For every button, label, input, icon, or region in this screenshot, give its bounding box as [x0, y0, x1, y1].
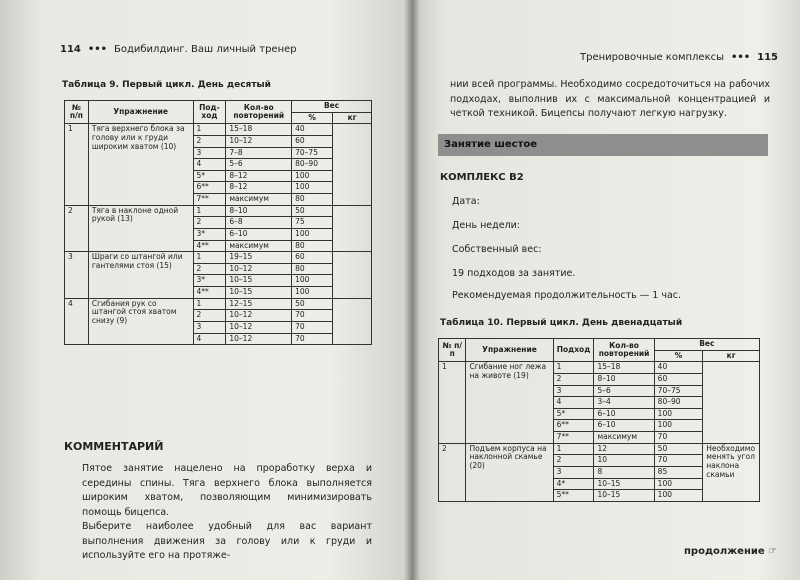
cell-set: 4** [193, 240, 226, 252]
header-exercise: Упражнение [88, 101, 193, 124]
header-kg: кг [703, 350, 760, 362]
cell-percent: 100 [292, 228, 333, 240]
cell-set: 2 [193, 310, 226, 322]
cell-exercise: Тяга в наклоне одной рукой (13) [88, 205, 193, 252]
cell-set: 3 [193, 321, 226, 333]
cell-reps: 10–15 [594, 490, 654, 502]
cell-set: 4 [193, 159, 226, 171]
header-reps: Кол-во повторений [226, 101, 292, 124]
cell-kg [333, 252, 372, 299]
complex-title: КОМПЛЕКС В2 [440, 172, 524, 183]
cell-reps: максимум [226, 194, 292, 206]
comment-title: КОММЕНТАРИЙ [64, 440, 164, 453]
cell-set: 5** [553, 490, 594, 502]
cell-set: 3* [193, 275, 226, 287]
table-row [439, 362, 760, 374]
cell-set: 1 [193, 252, 226, 264]
cell-set: 1 [193, 124, 226, 136]
cell-set: 7** [193, 194, 226, 206]
cell-set: 6** [193, 182, 226, 194]
cell-percent: 70–75 [292, 147, 333, 159]
page-number: 114 [60, 44, 81, 55]
cell-exercise: Подъем корпуса на наклонной скамье (20) [466, 443, 553, 501]
cell-num: 2 [439, 443, 466, 501]
cell-percent: 60 [292, 135, 333, 147]
cell-percent: 85 [654, 466, 703, 478]
cell-set: 1 [193, 298, 226, 310]
cell-percent: 70 [292, 310, 333, 322]
left-running-head [60, 44, 297, 55]
cell-reps: 10–12 [226, 263, 292, 275]
cell-reps: 10 [594, 455, 654, 467]
cell-set: 1 [553, 443, 594, 455]
cell-set: 7** [553, 432, 594, 444]
cell-reps: 10–12 [226, 333, 292, 345]
cell-reps: 15–18 [226, 124, 292, 136]
cell-set: 3 [553, 466, 594, 478]
header-percent: % [292, 112, 333, 124]
field-duration: Рекомендуемая продолжительность — 1 час. [452, 290, 682, 301]
cell-percent: 50 [292, 205, 333, 217]
cell-percent: 100 [654, 478, 703, 490]
cell-kg: Необходимо менять угол наклона скамьи [703, 443, 760, 501]
cell-reps: 6–10 [594, 408, 654, 420]
cell-percent: 80–90 [292, 159, 333, 171]
cell-set: 4* [553, 478, 594, 490]
field-sets: 19 подходов за занятие. [452, 268, 576, 279]
cell-reps: 10–12 [226, 135, 292, 147]
header-exercise: Упражнение [466, 339, 553, 362]
field-date: Дата: [452, 196, 480, 207]
cell-reps: 7–8 [226, 147, 292, 159]
header-reps: Кол-во повторений [594, 339, 654, 362]
cell-kg [333, 205, 372, 252]
continuation-note: продолжение ☞ [684, 546, 778, 557]
cell-percent: 100 [292, 170, 333, 182]
cell-reps: 3–4 [594, 397, 654, 409]
cell-percent: 100 [292, 287, 333, 299]
cell-percent: 80 [292, 263, 333, 275]
cell-percent: 100 [292, 275, 333, 287]
header-kg: кг [333, 112, 372, 124]
header-weight: Вес [654, 339, 759, 351]
running-title: Бодибилдинг. Ваш личный тренер [114, 44, 297, 55]
cell-percent: 100 [654, 408, 703, 420]
cell-exercise: Сгибания рук со штангой стоя хватом снизу (9) [88, 298, 193, 345]
cell-set: 3 [553, 385, 594, 397]
running-title: Тренировочные комплексы [580, 52, 725, 63]
table-10 [438, 338, 760, 502]
header-percent: % [654, 350, 703, 362]
comment-paragraph-1: Пятое занятие нацелено на проработку верха и середины спины. Тяга верхнего блока выполняется широким хватом, позволяющим минимизировать помощь бицепса. [82, 463, 372, 519]
header-weight: Вес [292, 101, 372, 113]
cell-percent: 60 [654, 373, 703, 385]
cell-percent: 40 [292, 124, 333, 136]
cell-reps: 6–10 [226, 228, 292, 240]
cell-reps: 8–10 [226, 205, 292, 217]
lesson-band: Занятие шестое [438, 134, 768, 156]
table-row [65, 298, 372, 310]
cell-reps: максимум [594, 432, 654, 444]
cell-set: 2 [553, 373, 594, 385]
table-9 [64, 100, 372, 345]
cell-percent: 80 [292, 194, 333, 206]
cell-set: 2 [553, 455, 594, 467]
cell-reps: 10–15 [226, 275, 292, 287]
cell-percent: 100 [654, 490, 703, 502]
cell-set: 1 [553, 362, 594, 374]
cell-reps: 8–12 [226, 182, 292, 194]
table-row [65, 124, 372, 136]
table-row [439, 443, 760, 455]
cell-set: 3* [193, 228, 226, 240]
cell-reps: 10–12 [226, 321, 292, 333]
cell-exercise: Шраги со штангой или гантелями стоя (15) [88, 252, 193, 299]
cell-reps: максимум [226, 240, 292, 252]
right-page [412, 0, 800, 580]
cell-set: 6** [553, 420, 594, 432]
cell-percent: 50 [292, 298, 333, 310]
cell-exercise: Тяга верхнего блока за голову или к груди широким хватом (10) [88, 124, 193, 205]
right-running-head [580, 52, 778, 63]
cell-set: 4** [193, 287, 226, 299]
field-weekday: День недели: [452, 220, 521, 231]
cell-num: 4 [65, 298, 89, 345]
cell-percent: 70 [654, 432, 703, 444]
cell-num: 1 [65, 124, 89, 205]
cell-kg [333, 298, 372, 345]
cell-set: 1 [193, 205, 226, 217]
cell-reps: 6–10 [594, 420, 654, 432]
cell-reps: 8 [594, 466, 654, 478]
cell-set: 4 [193, 333, 226, 345]
cell-percent: 50 [654, 443, 703, 455]
table-row [65, 252, 372, 264]
cell-percent: 70 [292, 321, 333, 333]
dots: ••• [730, 52, 751, 63]
cell-reps: 12 [594, 443, 654, 455]
dots: ••• [87, 44, 108, 55]
cell-reps: 6–8 [226, 217, 292, 229]
header-num: № п/п [439, 339, 466, 362]
cell-percent: 80–90 [654, 397, 703, 409]
table-row [65, 205, 372, 217]
cell-percent: 70–75 [654, 385, 703, 397]
cell-kg [703, 362, 760, 443]
cell-set: 2 [193, 217, 226, 229]
cell-percent: 100 [654, 420, 703, 432]
book-gutter [404, 0, 420, 580]
cell-percent: 100 [292, 182, 333, 194]
cell-reps: 10–15 [226, 287, 292, 299]
cell-set: 4 [553, 397, 594, 409]
page-number: 115 [757, 52, 779, 63]
cell-num: 2 [65, 205, 89, 252]
cell-set: 5* [193, 170, 226, 182]
cell-num: 1 [439, 362, 466, 443]
cell-percent: 70 [292, 333, 333, 345]
cell-set: 3 [193, 147, 226, 159]
field-body-weight: Собственный вес: [452, 244, 542, 255]
cell-set: 5* [553, 408, 594, 420]
cell-percent: 70 [654, 455, 703, 467]
cell-reps: 10–15 [594, 478, 654, 490]
cell-kg [333, 124, 372, 205]
header-set: Подход [553, 339, 594, 362]
cell-reps: 12–15 [226, 298, 292, 310]
header-set: Под-ход [193, 101, 226, 124]
cell-num: 3 [65, 252, 89, 299]
comment-paragraph-2: Выберите наиболее удобный для вас вариант выполнения движения за голову или к груди и используйте его на протяже- [82, 521, 372, 562]
table-caption: Таблица 10. Первый цикл. День двенадцатый [440, 318, 683, 328]
header-num: № п/п [65, 101, 89, 124]
cell-reps: 15–18 [594, 362, 654, 374]
cell-reps: 5–6 [226, 159, 292, 171]
top-paragraph: нии всей программы. Необходимо сосредоточиться на рабочих подходах, выполнив их с максимальной концентрацией и четкой техникой. Бицепсы получают легкую нагрузку. [450, 79, 770, 120]
cell-set: 2 [193, 135, 226, 147]
cell-reps: 19–15 [226, 252, 292, 264]
cell-percent: 75 [292, 217, 333, 229]
cell-percent: 80 [292, 240, 333, 252]
cell-reps: 5–6 [594, 385, 654, 397]
cell-percent: 40 [654, 362, 703, 374]
cell-reps: 8–12 [226, 170, 292, 182]
table-caption: Таблица 9. Первый цикл. День десятый [62, 80, 271, 90]
cell-set: 2 [193, 263, 226, 275]
cell-exercise: Сгибание ног лежа на животе (19) [466, 362, 553, 443]
cell-reps: 8–10 [594, 373, 654, 385]
cell-percent: 60 [292, 252, 333, 264]
cell-reps: 10–12 [226, 310, 292, 322]
